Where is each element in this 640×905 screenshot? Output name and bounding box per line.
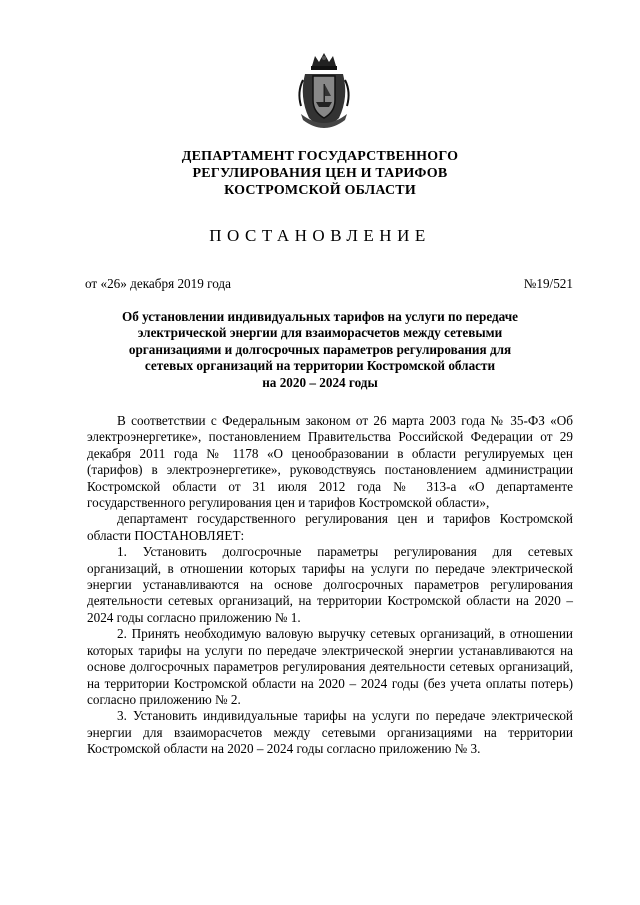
org-line-3: КОСТРОМСКОЙ ОБЛАСТИ: [224, 183, 416, 198]
document-subject: [0, 309, 640, 391]
subject-line-2: электрической энергии для взаиморасчетов между сетевыми: [137, 325, 503, 341]
document-date: от «26» декабря 2019 года: [85, 276, 231, 291]
item-3-paragraph: 3. Установить индивидуальные тарифы на услуги по передаче электрической энергии для взаиморасчетов между сетевыми организациями на территории Костромской области на 2020 – 2024 годы согласно приложению № 3.: [87, 708, 573, 757]
coat-of-arms-emblem: [295, 52, 353, 130]
item-2-paragraph: 2. Принять необходимую валовую выручку сетевых организаций, в отношении которых тарифы на услуги по передаче электрической энергии устанавливаются на основе долгосрочных параметров регулирования деятельности сетевых организаций, на территории Костромской области на 2020 – 2024 годы (без учета оплаты потерь) согласно приложению № 2.: [87, 626, 573, 707]
subject-line-5: на 2020 – 2024 годы: [262, 374, 378, 390]
document-type-title: ПОСТАНОВЛЕНИЕ: [209, 226, 431, 245]
date-number-line: [85, 276, 573, 292]
org-line-2: РЕГУЛИРОВАНИЯ ЦЕН И ТАРИФОВ: [192, 166, 448, 181]
document-body: [87, 413, 573, 758]
organization-name: [0, 148, 640, 199]
subject-line-1: Об установлении индивидуальных тарифов на услуги по передаче: [121, 309, 519, 324]
preamble-paragraph: В соответствии с Федеральным законом от 26 марта 2003 года № 35-ФЗ «Об электроэнергетике», постановлением Правительства Российской Федерации от 29 декабря 2011 года № 1178 «О ценообразовании в области регулируемых цен (тарифов) в электроэнергетике», руководствуясь постановлением администрации Костромской области от 31 июля 2012 года № 313-а «О департаменте государственного регулирования цен и тарифов Костромской области»,: [87, 413, 573, 511]
subject-line-3: организациями и долгосрочных параметров регулирования для: [128, 341, 512, 357]
document-number: №19/521: [523, 276, 573, 291]
org-line-1: ДЕПАРТАМЕНТ ГОСУДАРСТВЕННОГО: [181, 149, 459, 164]
item-1-paragraph: 1. Установить долгосрочные параметры регулирования для сетевых организаций, в отношении которых тарифы на услуги по передаче электрической энергии устанавливаются на основе долгосрочных параметров регулирования деятельности сетевых организаций, на территории Костромской области на 2020 – 2024 годы согласно приложению № 1.: [87, 544, 573, 625]
resolution-paragraph: департамент государственного регулирования цен и тарифов Костромской области ПОСТАНОВЛЯЕТ:: [87, 511, 573, 543]
subject-line-4: сетевых организаций на территории Костромской области: [144, 358, 496, 374]
